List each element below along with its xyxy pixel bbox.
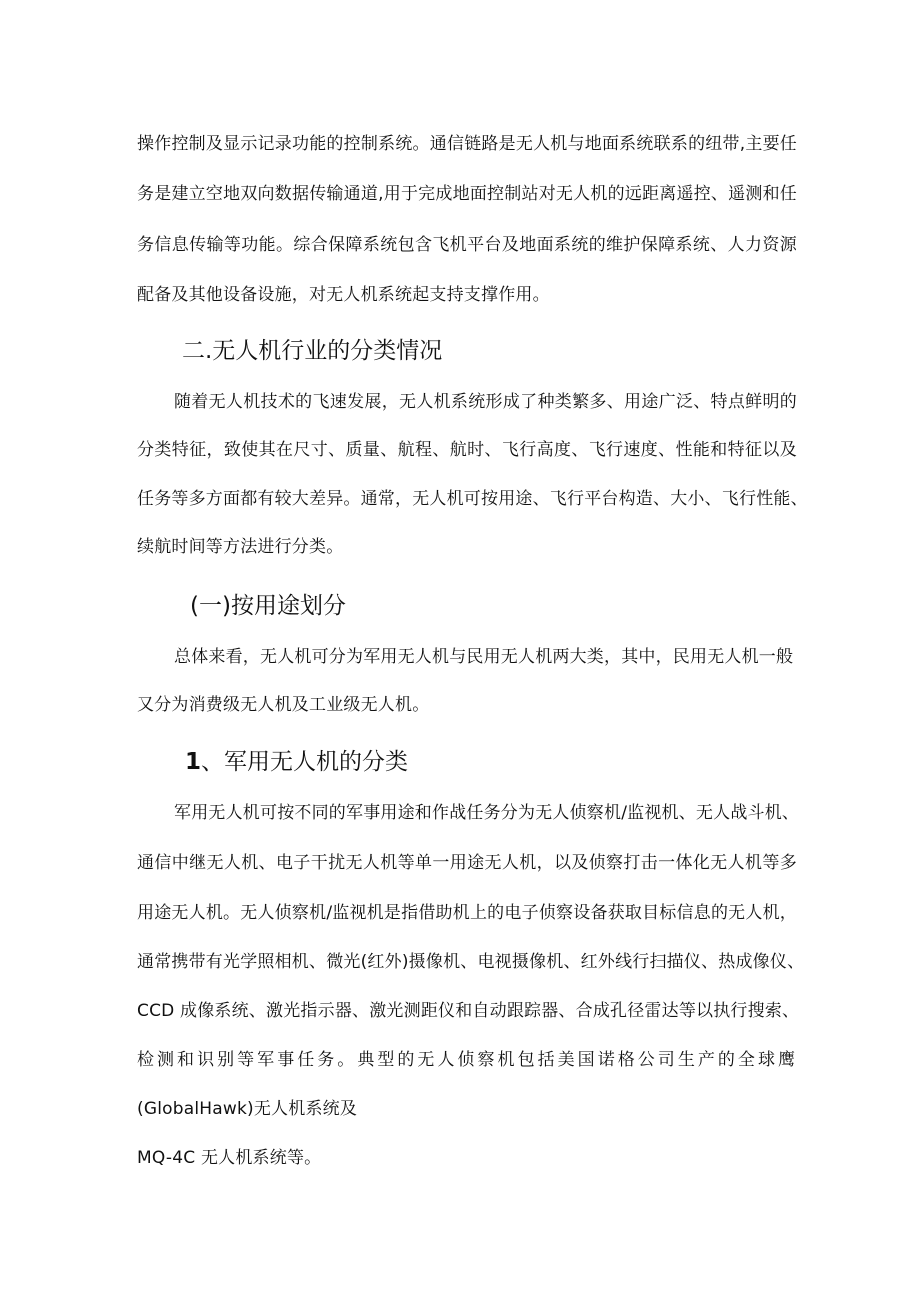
paragraph-line: 务是建立空地双向数据传输通道,用于完成地面控制站对无人机的远距离遥控、遥测和任 <box>137 184 797 204</box>
paragraph-line: 通信中继无人机、电子干扰无人机等单一用途无人机，以及侦察打击一体化无人机等多 <box>137 853 797 873</box>
paragraph-line: (GlobalHawk)无人机系统及 <box>137 1099 358 1119</box>
paragraph-line: 随着无人机技术的飞速发展，无人机系统形成了种类繁多、用途广泛、特点鲜明的 <box>174 392 797 412</box>
paragraph-line: 务信息传输等功能。综合保障系统包含飞机平台及地面系统的维护保障系统、人力资源 <box>137 235 797 255</box>
paragraph-line: 操作控制及显示记录功能的控制系统。通信链路是无人机与地面系统联系的纽带,主要任 <box>137 134 797 154</box>
paragraph-line: 分类特征，致使其在尺寸、质量、航程、航时、飞行高度、飞行速度、性能和特征以及 <box>137 440 797 460</box>
paragraph-line: 军用无人机可按不同的军事用途和作战任务分为无人侦察机/监视机、无人战斗机、 <box>174 803 800 823</box>
paragraph-line: 用途无人机。无人侦察机/监视机是指借助机上的电子侦察设备获取目标信息的无人机， <box>137 903 797 923</box>
item-heading-number: 1 <box>185 749 202 775</box>
item-heading-text: 、军用无人机的分类 <box>201 749 409 775</box>
paragraph-line: 任务等多方面都有较大差异。通常，无人机可按用途、飞行平台构造、大小、飞行性能、 <box>137 489 808 509</box>
paragraph-line: 又分为消费级无人机及工业级无人机。 <box>137 695 430 715</box>
section-heading: 二.无人机行业的分类情况 <box>182 338 443 364</box>
paragraph-line: 续航时间等方法进行分类。 <box>137 537 344 557</box>
paragraph-line: MQ-4C 无人机系统等。 <box>137 1148 322 1168</box>
paragraph-line: 通常携带有光学照相机、微光(红外)摄像机、电视摄像机、红外线行扫描仪、热成像仪、 <box>137 952 805 972</box>
subsection-heading: (一)按用途划分 <box>190 593 346 619</box>
paragraph-line: 总体来看，无人机可分为军用无人机与民用无人机两大类，其中，民用无人机一般 <box>174 647 794 667</box>
paragraph-line: CCD 成像系统、激光指示器、激光测距仪和自动跟踪器、合成孔径雷达等以执行搜索、 <box>137 1001 800 1021</box>
paragraph-line: 配备及其他设备设施，对无人机系统起支持支撑作用。 <box>137 285 550 305</box>
item-heading <box>185 747 408 777</box>
paragraph-line: 检测和识别等军事任务。典型的无人侦察机包括美国诺格公司生产的全球鹰 <box>137 1050 797 1070</box>
